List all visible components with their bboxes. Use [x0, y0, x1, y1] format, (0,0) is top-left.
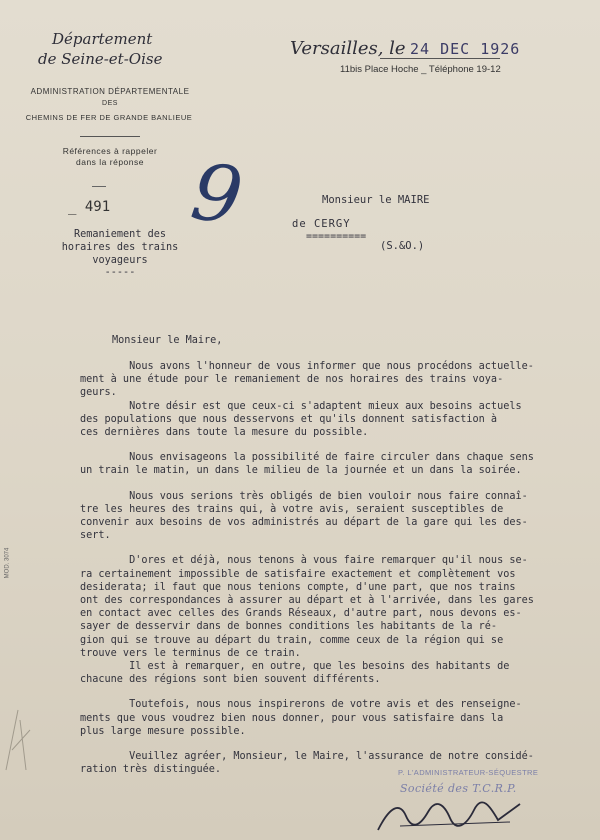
- body-line: ra certainement impossible de satisfaire exactement et complètement vos: [80, 568, 516, 580]
- department-name: de Seine-et-Oise: [38, 50, 163, 68]
- body-line: ments que vous voudrez bien nous donner, pour vous satisfaire dans la: [80, 712, 504, 724]
- date-rule: [380, 58, 500, 59]
- body-line: Il est à remarquer, en outre, que les besoins des habitants de: [80, 661, 510, 673]
- body-line: desiderata; il faut que nous tenions compte, d'une part, que nos trains: [80, 581, 516, 593]
- paragraph-4: [80, 490, 580, 543]
- body-line: ment à une étude pour le remaniement de nos horaires des trains voya-: [80, 374, 504, 386]
- body-line: ration très distinguée.: [80, 764, 222, 776]
- paragraph-6: [80, 698, 580, 738]
- admin-railways: CHEMINS DE FER DE GRANDE BANLIEUE: [25, 113, 193, 122]
- admin-title: ADMINISTRATION DÉPARTEMENTALE: [30, 87, 190, 96]
- body-line: D'ores et déjà, nous tenons à vous faire remarquer qu'il nous se-: [80, 555, 528, 567]
- body-line: Nous vous serions très obligés de bien vouloir nous faire connaî-: [80, 490, 528, 502]
- place-line: Versailles, le: [290, 38, 406, 59]
- reference-dash: [92, 186, 106, 187]
- paragraph-2: [80, 400, 580, 440]
- body-line: Toutefois, nous nous inspirerons de votre avis et des renseigne-: [80, 699, 522, 711]
- reference-note-line1: Références à rappeler: [62, 146, 158, 156]
- department-title: Département: [52, 30, 153, 48]
- subject-line2: horaires des trains: [61, 242, 179, 253]
- stamp-line1: P. L'ADMINISTRATEUR-SÉQUESTRE: [398, 768, 539, 777]
- reference-number: _ 491: [68, 199, 111, 215]
- body-line: un train le matin, un dans le milieu de la journée et un dans la soirée.: [80, 465, 522, 477]
- paragraph-1: [80, 360, 580, 400]
- body-line: geurs.: [80, 387, 117, 399]
- body-line: convenir aux besoins de vos administrés au départ de la gare qui les des-: [80, 517, 528, 529]
- body-line: Nous avons l'honneur de vous informer que nous procédons actuelle-: [80, 361, 534, 372]
- recipient-line2: de CERGY: [292, 218, 351, 230]
- address-line: 11bis Place Hoche _ Téléphone 19-12: [340, 64, 501, 75]
- paragraph-3: [80, 451, 580, 477]
- body-line: Notre désir est que ceux-ci s'adaptent mieux aux besoins actuels: [80, 400, 522, 412]
- date-stamp: 24 DEC 1926: [410, 40, 521, 58]
- margin-note: MOD. 3074: [4, 547, 11, 579]
- recipient-line3: (S.&O.): [380, 240, 425, 252]
- body-line: en contact avec celles des Grands Réseaux, d'autre part, nous devons es-: [80, 608, 522, 620]
- recipient-rule: ==========: [306, 231, 367, 242]
- body-line: chacune des régions sont bien souvent différents.: [80, 674, 381, 686]
- body-line: Veuillez agréer, Monsieur, le Maire, l'assurance de notre considé-: [80, 751, 534, 763]
- letterhead-divider: [80, 136, 140, 137]
- subject-line1: Remaniement des: [73, 229, 166, 240]
- body-line: plus large mesure possible.: [80, 725, 246, 737]
- recipient-line1: Monsieur le MAIRE: [322, 194, 430, 206]
- stamp-line2: Société des T.C.R.P.: [400, 782, 517, 795]
- body-line: ont des correspondances à assurer au départ et à l'arrivée, dans les gares: [80, 595, 534, 607]
- body-line: sayer de desservir dans de bonnes conditions les habitants de la ré-: [80, 621, 498, 633]
- body-line: tre les heures des trains qui, à votre avis, seraient susceptibles de: [80, 503, 504, 515]
- salutation: Monsieur le Maire,: [112, 335, 223, 346]
- reference-note-line2: dans la réponse: [76, 157, 144, 167]
- body-line: des populations que nous desservons et qu'ils donnent satisfaction à: [80, 413, 498, 425]
- body-line: gion qui se trouve au départ du train, comme ceux de la région qui se: [80, 634, 504, 646]
- admin-des: DES: [102, 100, 118, 107]
- signature: [370, 796, 530, 836]
- body-line: ces dernières dans toute la mesure du possible.: [80, 427, 369, 439]
- paragraph-5: [80, 554, 580, 686]
- body-line: trouve vers le terminus de ce train.: [80, 647, 301, 659]
- letter-body: [80, 360, 580, 776]
- subject-rule: -----: [104, 267, 136, 278]
- body-line: sert.: [80, 530, 111, 542]
- pencil-marks: [0, 650, 40, 780]
- body-line: Nous envisageons la possibilité de faire circuler dans chaque sens: [80, 452, 534, 464]
- subject-line3: voyageurs: [92, 255, 148, 266]
- handwritten-mark: 9: [185, 146, 248, 244]
